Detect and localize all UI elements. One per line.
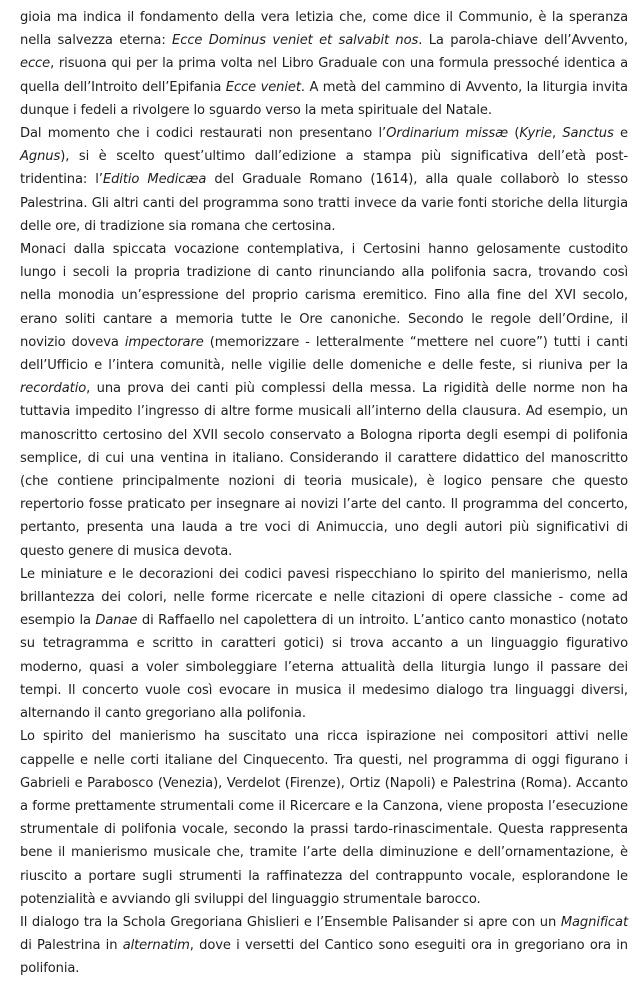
paragraph-ordinarium [20, 122, 628, 238]
text-segment: , una prova dei canti più complessi della messa. La rigidità delle norme non ha tuttavia impedito l’ingresso di altre forme musicali all’interno della clausura. Ad esempio, un manoscritto certosino del XVII secolo conservato a Bologna riporta degli esempi di polifonia semplice, di cui una ventina in italiano. Considerando il carattere didattico del manoscritto (che contiene principalmente nozioni di teoria musicale), è logico pensare che questo repertorio fosse praticato per insegnare ai novizi l’arte del canto. Il programma del concerto, pertanto, presenta una lauda a tre voci di Animuccia, uno degli autori più significativi di questo genere di musica devota. [20, 381, 628, 559]
text-segment: Dal momento che i codici restaurati non presentano l’ [20, 126, 387, 142]
italic-text-segment: ecce [20, 56, 51, 72]
text-segment: . A metà del cammino di Avvento, la liturgia invita dunque i fedeli a rivolgere lo sguardo verso la meta spirituale del Natale. [20, 79, 628, 118]
italic-text-segment: alternatim [122, 938, 190, 954]
text-segment: . La parola-chiave dell’Avvento, [418, 33, 628, 49]
italic-text-segment: Ecce Dominus veniet et salvabit nos [172, 33, 419, 49]
paragraph-dialogue [20, 911, 628, 981]
italic-text-segment: recordatio [20, 381, 87, 397]
text-segment: , dove i versetti del Cantico sono eseguiti ora in gregoriano ora in polifonia. [20, 938, 628, 977]
italic-text-segment: Danae [95, 613, 138, 629]
paragraph-advent-joy [20, 6, 628, 122]
italic-text-segment: Sanctus [562, 126, 614, 142]
text-segment: del Graduale Romano (1614), alla quale collaborò lo stesso Palestrina. Gli altri canti del programma sono tratti invece da varie fonti storiche della liturgia delle ore, di tradizione sia romana che certosina. [20, 172, 628, 234]
italic-text-segment: Editio Medicæa [102, 172, 207, 188]
text-segment: (memorizzare - letteralmente “mettere nel cuore”) tutti i canti dell’Ufficio e l’intera comunità, nelle vigilie delle domeniche e delle feste, si riuniva per la [20, 334, 628, 374]
paragraph-miniatures [20, 563, 628, 725]
text-segment: Monaci dalla spiccata vocazione contemplativa, i Certosini hanno gelosamente custodito lungo i secoli la propria tradizione di canto rinunciando alla polifonia sacra, trovando così nella monodia un’espressione del proprio carisma eremitico. Fino alla fine del XVI secolo, erano soliti cantare a memoria tutte le Ore canoniche. Secondo le regole dell’Ordine, il novizio doveva [20, 242, 628, 350]
text-segment: di Palestrina in [20, 938, 123, 954]
text-segment: , [551, 126, 563, 142]
text-segment: e [613, 126, 628, 142]
document-page [20, 6, 628, 981]
text-segment: Lo spirito del manierismo ha suscitato una ricca ispirazione nei compositori attivi nelle cappelle e nelle corti italiane del Cinquecento. Tra questi, nel programma di oggi figurano i Gabrieli e Parabosco (Venezia), Verdelot (Firenze), Ortiz (Napoli) e Palestrina (Roma). Accanto a forme prettamente strumentali come il Ricercare e la Canzona, viene proposta l’esecuzione strumentale di polifonia vocale, secondo la prassi tardo-rinascimentale. Questa rappresenta bene il manierismo musicale che, tramite l’arte della diminuzione e dell’ornamentazione, è riuscito a portare sugli strumenti la raffinatezza del contrappunto vocale, esplorandone le potenzialità e avviando gli sviluppi del linguaggio strumentale barocco. [20, 729, 628, 907]
italic-text-segment: Magnificat [560, 914, 628, 930]
text-segment: gioia ma indica il fondamento della vera letizia che, come dice il Communio, è la speranza nella salvezza eterna: [20, 10, 628, 49]
paragraph-mannerism [20, 725, 628, 911]
text-segment: , risuona qui per la prima volta nel Libro Graduale con una formula pressoché identica a quella dell’Introito dell’Epifania [20, 56, 628, 95]
italic-text-segment: Agnus [20, 149, 61, 165]
text-segment: Le miniature e le decorazioni dei codici pavesi rispecchiano lo spirito del manierismo, nella brillantezza dei colori, nelle forme ricercate e nelle citazioni di opere classiche - come ad esempio la [20, 566, 628, 629]
text-segment: Il dialogo tra la Schola Gregoriana Ghislieri e l’Ensemble Palisander si apre con un [20, 914, 561, 930]
text-segment: ( [508, 126, 520, 142]
italic-text-segment: Kyrie [519, 126, 552, 142]
text-segment: di Raffaello nel capolettera di un introito. L’antico canto monastico (notato su tetragramma e scritto in caratteri gotici) si trova accanto a un linguaggio figurativo moderno, quasi a voler simboleggiare l’eterna attualità della liturgia lungo il passare dei tempi. Il concerto vuole così evocare in musica il medesimo dialogo tra linguaggi diversi, alternando il canto gregoriano alla polifonia. [20, 613, 628, 722]
paragraph-carthusians [20, 238, 628, 563]
italic-text-segment: Ordinarium missæ [386, 126, 509, 142]
italic-text-segment: Ecce veniet [225, 79, 301, 95]
text-segment: ), si è scelto quest’ultimo dall’edizione a stampa più significativa dell’età post-tridentina: l’ [20, 149, 628, 188]
italic-text-segment: impectorare [124, 334, 204, 350]
